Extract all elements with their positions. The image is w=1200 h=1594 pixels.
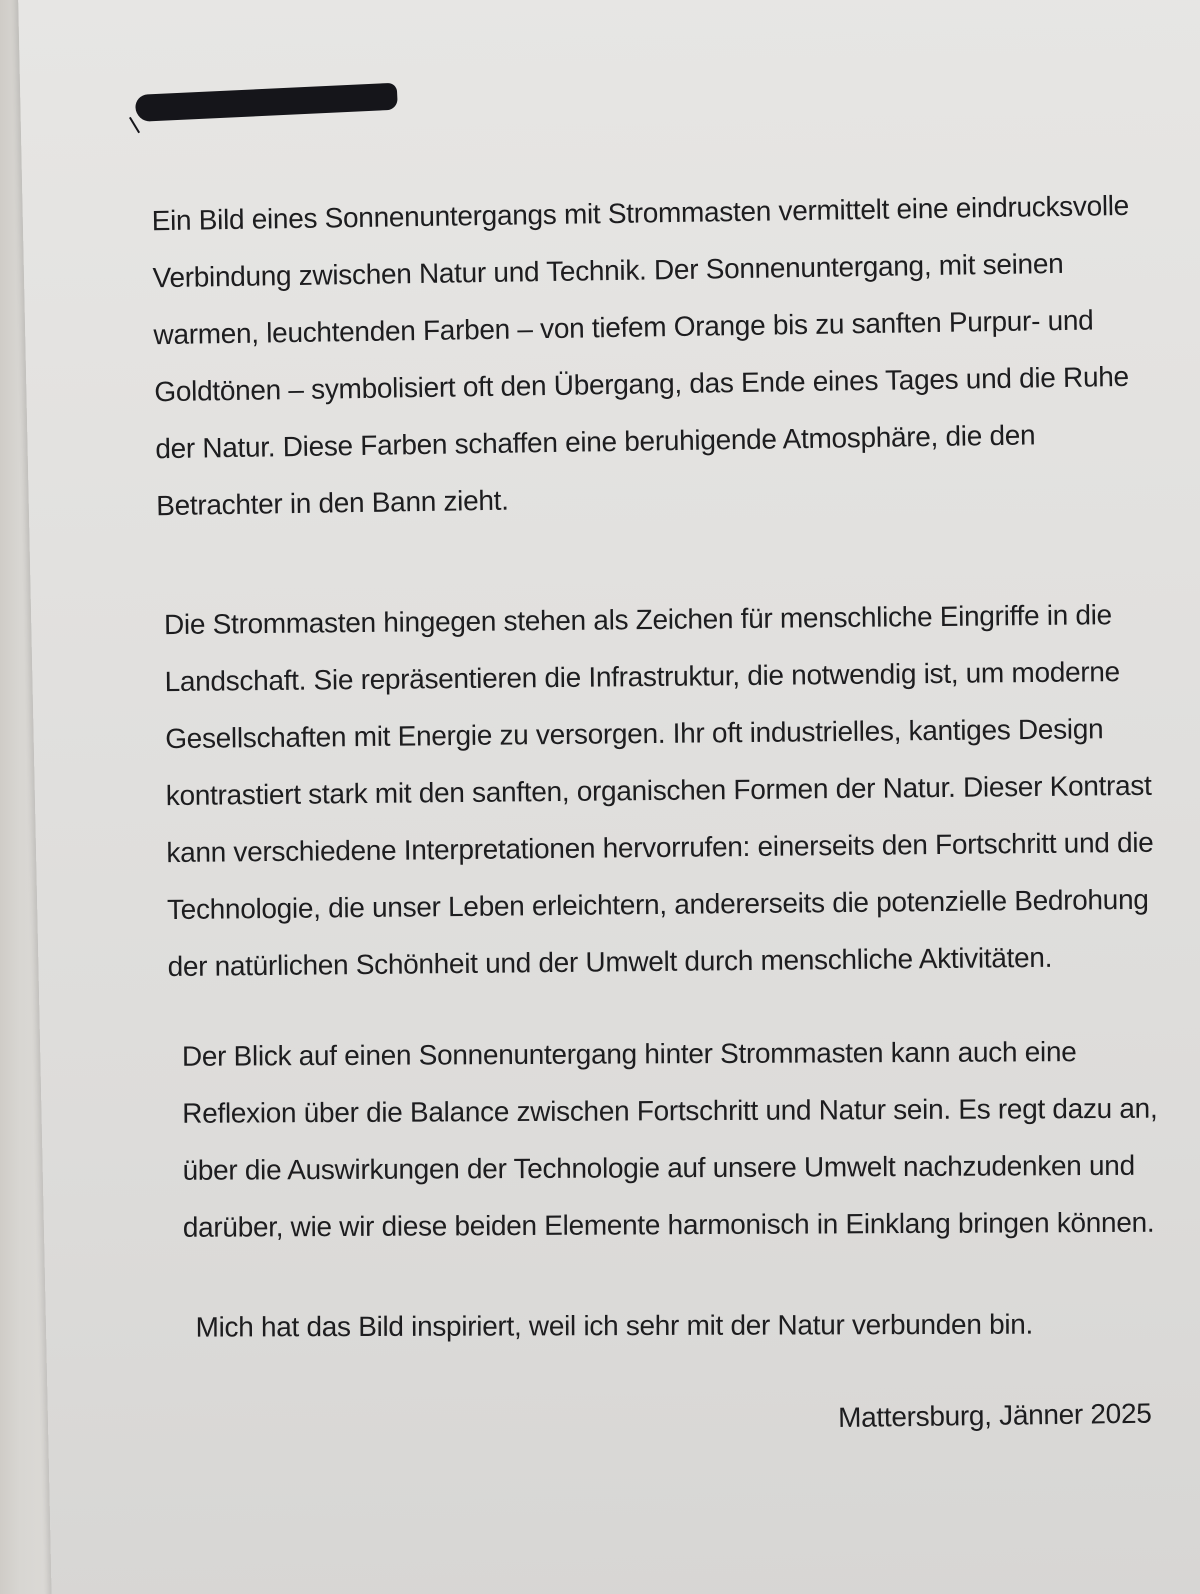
paragraph-line: Betrachter in den Bann zieht.: [155, 484, 509, 522]
paragraph-line: kann verschiedene Interpretationen hervorrufen: einerseits den Fortschritt und die: [166, 826, 1154, 869]
paragraph-line: Verbindung zwischen Natur und Technik. Der Sonnenuntergang, mit seinen: [152, 247, 1064, 294]
paragraph-line: Reflexion über die Balance zwischen Fortschritt und Natur sein. Es regt dazu an,: [182, 1092, 1158, 1129]
paragraph-line: Die Strommasten hingegen stehen als Zeichen für menschliche Eingriffe in die: [163, 599, 1113, 641]
paragraph-line: Goldtönen – symbolisiert oft den Übergang, das Ende eines Tages und die Ruhe: [154, 360, 1129, 408]
paragraph-line: der Natur. Diese Farben schaffen eine beruhigende Atmosphäre, die den: [155, 419, 1036, 465]
paragraph-3: [182, 1023, 1158, 1256]
paragraph-2: [164, 586, 1155, 995]
paragraph-line: Der Blick auf einen Sonnenuntergang hinter Strommasten kann auch eine: [181, 1036, 1077, 1072]
paragraph-line: über die Auswirkungen der Technologie auf unsere Umwelt nachzudenken und: [182, 1149, 1135, 1186]
paragraph-line: Mich hat das Bild inspiriert, weil ich sehr mit der Natur verbunden bin.: [195, 1308, 1034, 1343]
paragraph-line: darüber, wie wir diese beiden Elemente harmonisch in Einklang bringen können.: [182, 1206, 1155, 1243]
paragraph-line: Technologie, die unser Leben erleichtern, andererseits die potenzielle Bedrohung: [166, 883, 1149, 926]
paragraph-line: der natürlichen Schönheit und der Umwelt durch menschliche Aktivitäten.: [167, 941, 1053, 983]
paper-sheet: [18, 0, 1200, 1594]
paragraph-4: [195, 1296, 1033, 1356]
paragraph-line: Ein Bild eines Sonnenuntergangs mit Strommasten vermittelt eine eindrucksvolle: [151, 189, 1130, 237]
paragraph-line: kontrastiert stark mit den sanften, organischen Formen der Natur. Dieser Kontrast: [165, 769, 1152, 812]
paragraph-1: [151, 177, 1134, 534]
place-date-signoff: Mattersburg, Jänner 2025: [837, 1397, 1152, 1434]
paragraph-line: Landschaft. Sie repräsentieren die Infrastruktur, die notwendig ist, um moderne: [164, 656, 1121, 698]
paragraph-line: warmen, leuchtenden Farben – von tiefem Orange bis zu sanften Purpur- und: [153, 304, 1094, 351]
redacted-name-marker: [135, 83, 398, 122]
paragraph-line: Gesellschaften mit Energie zu versorgen. Ihr oft industrielles, kantiges Design: [165, 713, 1104, 755]
